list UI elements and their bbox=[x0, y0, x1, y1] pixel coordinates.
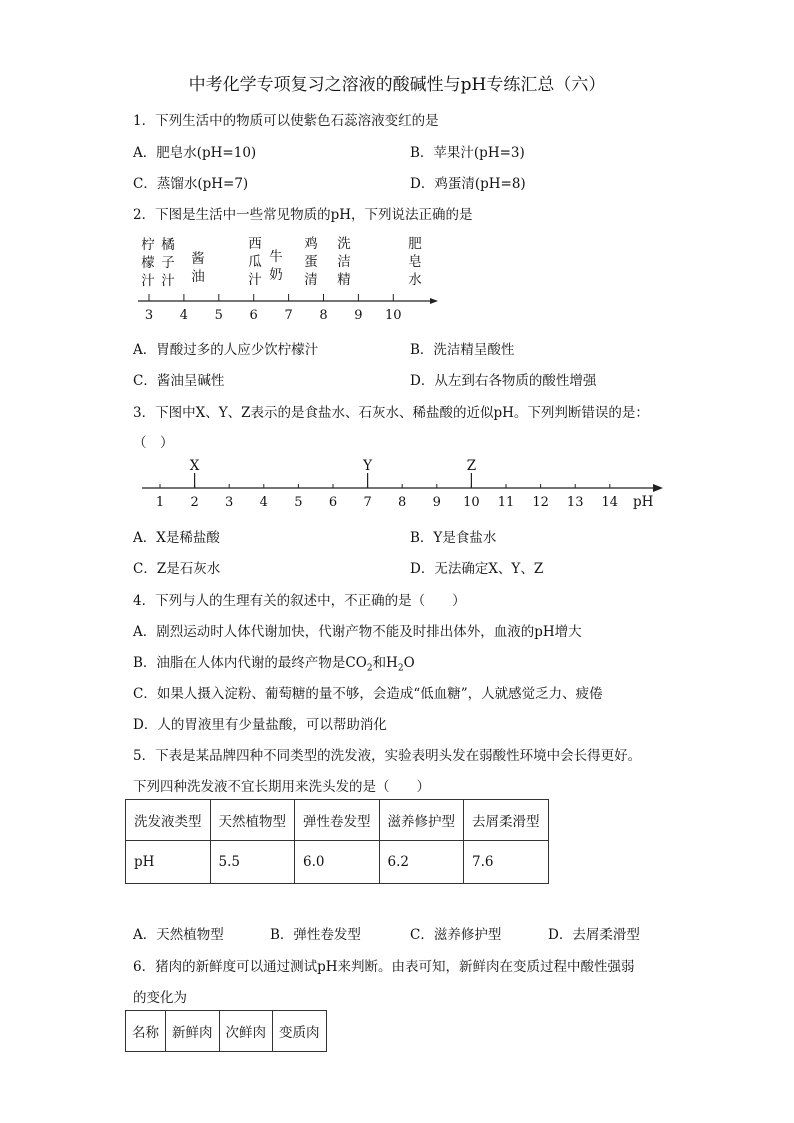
q4-option-a: A．剧烈运动时人体代谢加快，代谢产物不能及时排出体外，血液的pH增大 bbox=[133, 624, 582, 640]
q2-option-c: C．酱油呈碱性 bbox=[133, 373, 225, 389]
q3-answer-paren: （ ） bbox=[133, 435, 174, 451]
q3-option-c: C．Z是石灰水 bbox=[133, 561, 221, 577]
q1-option-c: C．蒸馏水(pH=7) bbox=[133, 176, 249, 192]
q2-option-a: A．胃酸过多的人应少饮柠檬汁 bbox=[133, 342, 319, 358]
q2-tick-label: 6 bbox=[249, 308, 258, 323]
table-row bbox=[126, 841, 549, 884]
q5-stem-continued: 下列四种洗发液不宜长期用来洗头发的是（ ） bbox=[133, 779, 430, 795]
q3-tick-label: 2 bbox=[190, 495, 199, 510]
q1-option-a: A．肥皂水(pH=10) bbox=[133, 145, 257, 161]
table-cell: 天然植物型 bbox=[210, 800, 295, 841]
table-cell: 次鲜肉 bbox=[219, 1011, 273, 1052]
q2-stem: 2．下图是生活中一些常见物质的pH，下列说法正确的是 bbox=[133, 207, 473, 223]
table-cell: 新鲜肉 bbox=[166, 1011, 220, 1052]
table-cell: 7.6 bbox=[464, 841, 549, 884]
q3-tick-label: 13 bbox=[566, 495, 584, 510]
table-row bbox=[126, 800, 549, 841]
q2-tick-label: 5 bbox=[214, 308, 223, 323]
table-cell: 弹性卷发型 bbox=[295, 800, 380, 841]
q3-tick-label: 12 bbox=[532, 495, 549, 510]
q6-stem-continued: 的变化为 bbox=[133, 990, 187, 1006]
q3-tick-label: 11 bbox=[497, 495, 515, 510]
q5-option-a: A．天然植物型 bbox=[133, 927, 224, 943]
q2-ph-scale bbox=[130, 290, 450, 324]
table-row bbox=[126, 1011, 327, 1052]
q5-table bbox=[125, 799, 549, 884]
q5-option-b: B．弹性卷发型 bbox=[270, 927, 361, 943]
q2-substance-label: 西 瓜 汁 bbox=[248, 236, 262, 288]
q3-axis-unit: pH bbox=[633, 494, 654, 510]
table-cell: 去屑柔滑型 bbox=[464, 800, 549, 841]
q3-tick-label: 6 bbox=[328, 495, 338, 510]
q2-substance-label: 酱 油 bbox=[191, 251, 205, 285]
q2-substance-label: 鸡 蛋 清 bbox=[304, 236, 318, 288]
table-cell: pH bbox=[126, 841, 211, 884]
q5-option-d: D．去屑柔滑型 bbox=[548, 927, 640, 943]
q3-tick-label: 14 bbox=[601, 495, 619, 510]
q3-option-a: A．X是稀盐酸 bbox=[133, 530, 220, 546]
q2-substance-label: 牛 奶 bbox=[269, 249, 283, 283]
table-cell: 名称 bbox=[126, 1011, 166, 1052]
q6-stem: 6．猪肉的新鲜度可以通过测试pH来判断。由表可知，新鲜肉在变质过程中酸性强弱 bbox=[133, 959, 635, 975]
q3-option-d: D．无法确定X、Y、Z bbox=[410, 561, 544, 577]
q2-tick-label: 10 bbox=[385, 308, 402, 323]
table-cell: 6.2 bbox=[379, 841, 464, 884]
q1-stem: 1．下列生活中的物质可以使紫色石蕊溶液变红的是 bbox=[133, 113, 439, 129]
q4-option-d: D．人的胃液里有少量盐酸，可以帮助消化 bbox=[133, 717, 387, 733]
q2-substance-label: 肥 皂 水 bbox=[408, 236, 422, 288]
q3-tick-label: 4 bbox=[259, 495, 268, 510]
table-cell: 洗发液类型 bbox=[126, 800, 211, 841]
table-cell: 5.5 bbox=[210, 841, 295, 884]
q3-tick-label: 9 bbox=[432, 495, 441, 510]
q1-option-d: D．鸡蛋清(pH=8) bbox=[410, 176, 526, 192]
q3-tick-label: 7 bbox=[363, 495, 372, 510]
q3-marker-label: Z bbox=[466, 458, 477, 474]
q3-stem: 3．下图中X、Y、Z表示的是食盐水、石灰水、稀盐酸的近似pH。下列判断错误的是： bbox=[133, 405, 649, 421]
q4-option-c: C．如果人摄入淀粉、葡萄糖的量不够，会造成“低血糖”，人就感觉乏力、疲倦 bbox=[133, 686, 603, 702]
q3-tick-label: 3 bbox=[225, 495, 234, 510]
page-title: 中考化学专项复习之溶液的酸碱性与pH专练汇总（六） bbox=[188, 75, 606, 95]
q5-stem: 5．下表是某品牌四种不同类型的洗发液，实验表明头发在弱酸性环境中会长得更好。 bbox=[133, 748, 642, 764]
q3-marker-label: X bbox=[189, 458, 200, 474]
q2-tick-label: 4 bbox=[179, 308, 189, 323]
table-cell: 变质肉 bbox=[273, 1011, 327, 1052]
q2-substance-label: 橘 子 汁 bbox=[161, 237, 175, 289]
q3-option-b: B．Y是食盐水 bbox=[410, 530, 497, 546]
q6-table bbox=[125, 1010, 327, 1052]
q2-tick-label: 8 bbox=[319, 308, 328, 323]
q2-tick-label: 9 bbox=[354, 308, 363, 323]
q2-tick-label: 3 bbox=[144, 308, 154, 323]
table-cell: 滋养修护型 bbox=[379, 800, 464, 841]
q1-option-b: B．苹果汁(pH=3) bbox=[410, 145, 525, 161]
q2-tick-label: 7 bbox=[284, 308, 293, 323]
q3-tick-label: 5 bbox=[294, 495, 303, 510]
q3-ph-scale bbox=[130, 455, 670, 515]
q3-tick-label: 8 bbox=[398, 495, 407, 510]
q4-option-b: B．油脂在人体内代谢的最终产物是$CO_2$和$H_2O$ bbox=[133, 655, 415, 674]
q3-tick-label: 1 bbox=[155, 495, 165, 510]
q3-marker-label: Y bbox=[363, 458, 373, 474]
q2-option-d: D．从左到右各物质的酸性增强 bbox=[410, 373, 597, 389]
q2-substance-label: 洗 洁 精 bbox=[337, 236, 351, 288]
q3-tick-label: 10 bbox=[463, 495, 480, 510]
q5-option-c: C．滋养修护型 bbox=[410, 927, 502, 943]
q2-option-b: B．洗洁精呈酸性 bbox=[410, 342, 515, 358]
q2-substance-label: 柠 檬 汁 bbox=[141, 237, 155, 289]
q4-stem: 4．下列与人的生理有关的叙述中，不正确的是（ ） bbox=[133, 593, 466, 609]
table-cell: 6.0 bbox=[295, 841, 380, 884]
